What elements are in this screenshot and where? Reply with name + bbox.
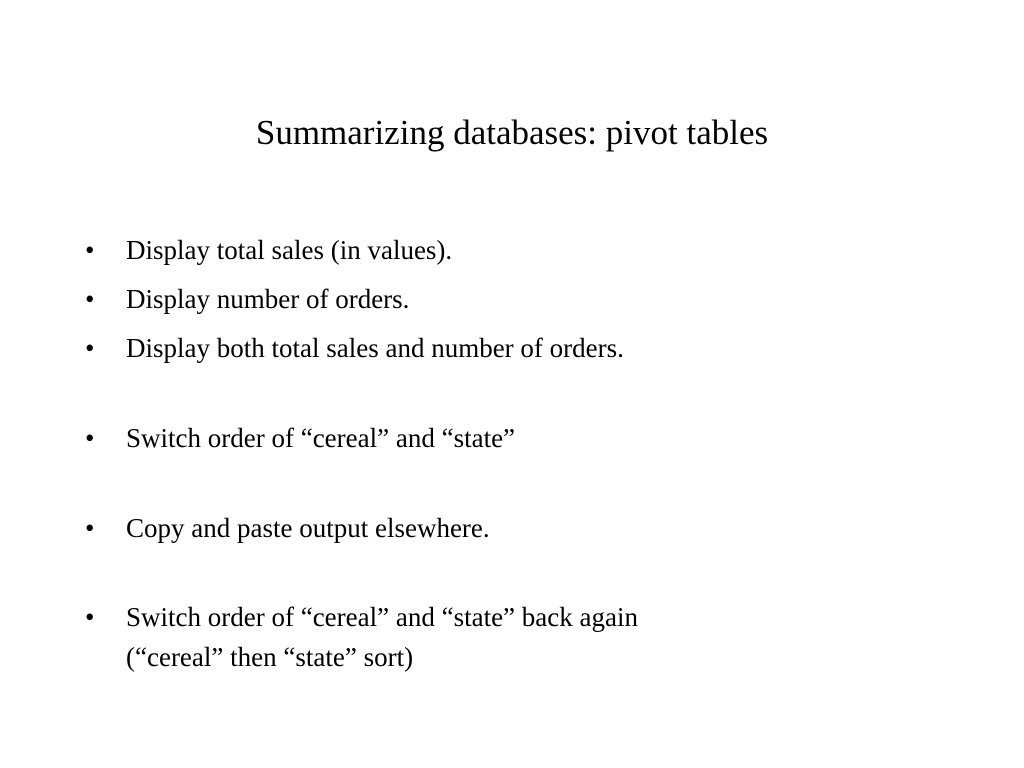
bullet-line: Switch order of “cereal” and “state” [126,423,516,453]
bullet-dot-icon: • [85,513,95,543]
bullet-text [126,508,866,548]
bullet-dot-icon: • [85,333,95,363]
bullet-dot-icon: • [85,235,95,265]
bullet-text [126,418,866,458]
bullet-text [126,230,866,270]
bullet-dot-icon: • [85,602,95,632]
bullet-text [126,279,866,319]
bullet-line: Switch order of “cereal” and “state” back again [126,602,638,632]
bullet-dot-icon: • [85,423,95,453]
bullet-line: Copy and paste output elsewhere. [126,513,490,543]
bullet-text [126,597,866,677]
bullet-line: Display both total sales and number of orders. [126,333,624,363]
bullet-line: (“cereal” then “state” sort) [126,642,414,672]
slide-title: Summarizing databases: pivot tables [255,113,769,152]
bullet-line: Display number of orders. [126,284,410,314]
bullet-line: Display total sales (in values). [126,235,453,265]
bullet-text [126,328,866,368]
bullet-dot-icon: • [85,284,95,314]
